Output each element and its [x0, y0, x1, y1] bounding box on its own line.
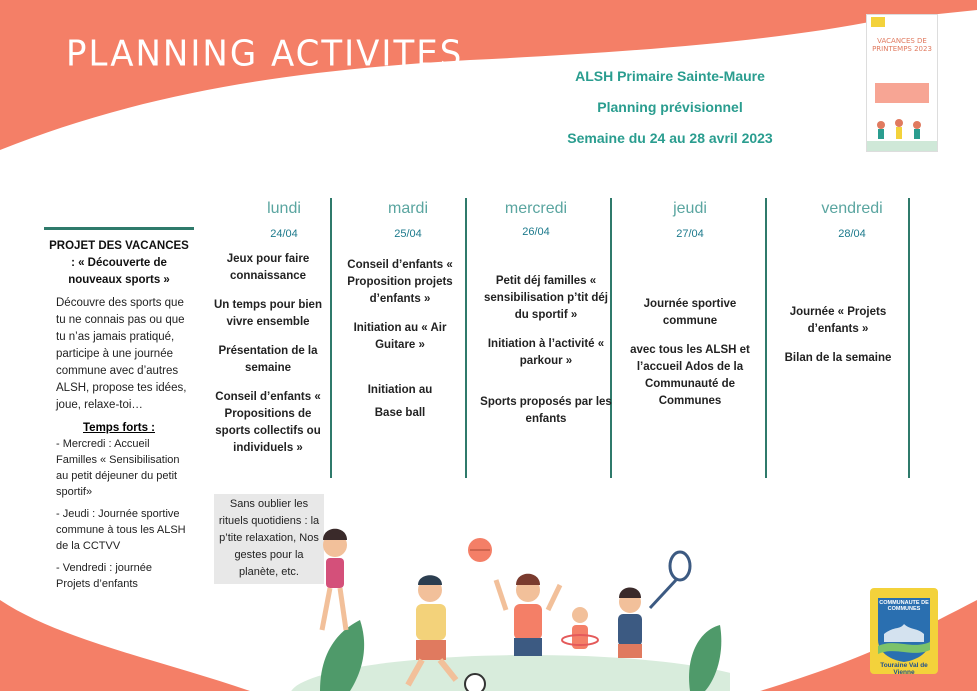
- activity-item: Conseil d’enfants « Propositions de sports collectifs ou individuels »: [215, 391, 321, 454]
- temps-fort-item: - Jeudi : Journée sportive commune à tous les ALSH de la CCTVV: [56, 508, 186, 552]
- header-planning-label: Planning prévisionnel: [597, 99, 743, 115]
- activity-item: Initiation au « Air Guitare »: [353, 322, 447, 351]
- activity-item: Sports proposés par les enfants: [480, 396, 612, 425]
- activity-item: Jeux pour faire connaissance: [226, 253, 310, 282]
- activity-item: Initiation au: [367, 384, 433, 396]
- activity-item: Présentation de la semaine: [218, 345, 318, 374]
- column-separator: [908, 198, 910, 478]
- header-center-name: ALSH Primaire Sainte-Maure: [575, 68, 765, 84]
- header-week-range: Semaine du 24 au 28 avril 2023: [567, 130, 773, 146]
- column-separator: [330, 198, 332, 478]
- temps-fort-item: - Mercredi : Accueil Familles « Sensibilisation au petit déjeuner du petit sportif»: [56, 438, 180, 498]
- day-friday: vendredi: [821, 200, 883, 217]
- date-tuesday: 25/04: [394, 228, 422, 240]
- activity-item: Bilan de la semaine: [784, 352, 892, 364]
- activity-item: Conseil d’enfants « Proposition projets d’enfants »: [347, 259, 453, 305]
- date-monday: 24/04: [270, 228, 298, 240]
- activity-item: Base ball: [374, 407, 426, 419]
- day-thursday: jeudi: [673, 200, 707, 217]
- day-wednesday: mercredi: [504, 200, 568, 217]
- schedule-monday: [212, 251, 324, 469]
- temps-forts-label: Temps forts :: [83, 422, 155, 434]
- project-heading: PROJET DES VACANCES : « Découverte de nouveaux sports »: [49, 240, 189, 286]
- temps-fort-item: - Vendredi : journée Projets d’enfants: [56, 562, 153, 590]
- date-friday: 28/04: [838, 228, 866, 240]
- day-tuesday: mardi: [387, 200, 428, 217]
- poster-title: VACANCES DE PRINTEMPS 2023: [872, 37, 932, 53]
- activity-item: avec tous les ALSH et l’accueil Ados de la Communauté de Communes: [630, 344, 750, 407]
- schedule-tuesday: [340, 257, 460, 434]
- daily-rituals-note: Sans oublier les rituels quotidiens : la p’tite relaxation, Nos gestes pour la planète, etc.: [214, 494, 324, 584]
- project-intro: Découvre des sports que tu ne connais pas ou que tu n’as jamais pratiqué, participe à une journée commune avec d’autres ALSH, propose tes idées, joue, relaxe-toi…: [56, 297, 187, 411]
- page-title: PLANNING ACTIVITES: [66, 33, 464, 75]
- schedule-wednesday: [478, 273, 614, 440]
- column-separator: [765, 198, 767, 478]
- column-separator: [465, 198, 467, 478]
- day-monday: lundi: [267, 200, 301, 217]
- logo-top-text: COMMUNAUTE DE COMMUNES: [879, 600, 929, 612]
- date-thursday: 27/04: [676, 228, 704, 240]
- date-wednesday: 26/04: [522, 226, 550, 238]
- activity-item: Journée sportive commune: [643, 298, 737, 327]
- schedule-thursday: [630, 296, 750, 422]
- kids-sports-illustration: [290, 480, 730, 691]
- activity-item: Journée « Projets d’enfants »: [789, 306, 887, 335]
- logo-bottom-text: Touraine Val de Vienne: [880, 662, 928, 674]
- schedule-friday: [776, 304, 900, 379]
- project-panel: [44, 227, 194, 605]
- activity-item: Petit déj familles « sensibilisation p’tit déj du sportif »: [484, 275, 608, 321]
- community-logo: [870, 588, 938, 674]
- activity-item: Un temps pour bien vivre ensemble: [214, 299, 322, 328]
- activity-item: Initiation à l’activité « parkour »: [487, 338, 605, 367]
- vacation-poster-thumbnail: [866, 14, 938, 152]
